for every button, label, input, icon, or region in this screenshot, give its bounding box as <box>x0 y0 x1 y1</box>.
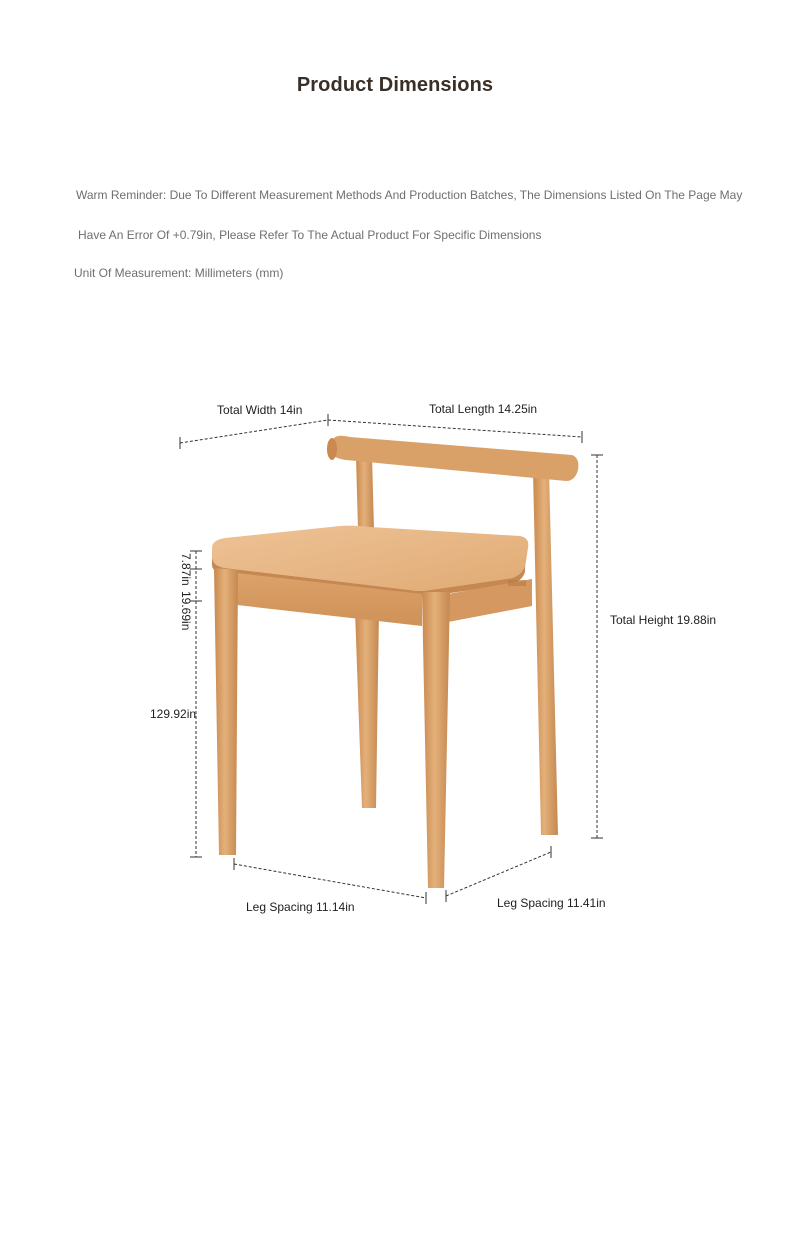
unit-of-measurement: Unit Of Measurement: Millimeters (mm) <box>74 266 284 280</box>
front-right-leg <box>422 592 450 888</box>
warm-reminder-line-2: Have An Error Of +0.79in, Please Refer To The Actual Product For Specific Dimensions <box>78 228 542 242</box>
seat-thickness-label: 7.87in <box>179 553 193 586</box>
crest-rail-end <box>327 438 337 460</box>
seat-height-label-b: 129.92in <box>150 707 197 721</box>
leg-spacing-side-line <box>446 852 551 896</box>
total-length-label: Total Length 14.25in <box>429 402 538 416</box>
leg-spacing-front-line <box>234 864 426 898</box>
total-width-label: Total Width 14in <box>217 403 303 417</box>
chair-illustration <box>212 436 578 888</box>
leg-spacing-front-label: Leg Spacing 11.14in <box>246 900 355 914</box>
total-height-label: Total Height 19.88in <box>610 613 717 627</box>
rear-left-leg <box>355 610 379 808</box>
seat-height-label-a: 19.69in <box>179 591 193 631</box>
brand-mark <box>508 580 526 586</box>
page-title: Product Dimensions <box>296 74 494 96</box>
front-left-leg <box>214 568 238 855</box>
leg-spacing-side-label: Leg Spacing 11.41in <box>497 896 606 910</box>
total-length-line <box>328 420 582 437</box>
back-post-left <box>356 456 374 530</box>
warm-reminder-line-1: Warm Reminder: Due To Different Measurement Methods And Production Batches, The Dimensions Listed On The Page May <box>76 188 743 202</box>
total-width-line <box>180 420 328 443</box>
back-post-right-leg <box>533 470 558 835</box>
